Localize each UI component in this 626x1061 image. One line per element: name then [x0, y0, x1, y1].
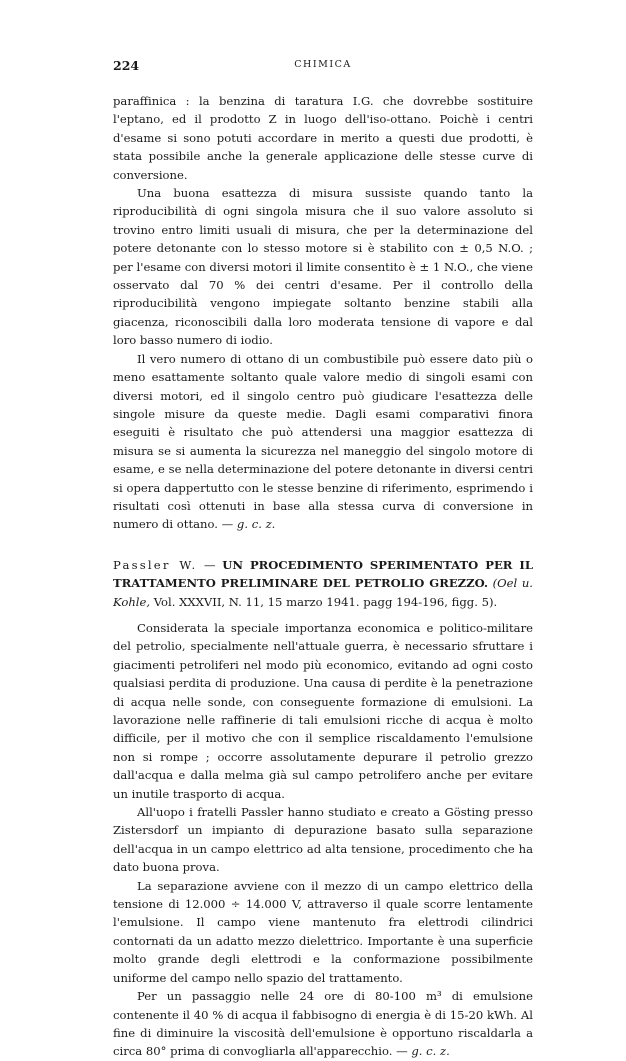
page-number: 224 — [113, 58, 140, 73]
paragraph-text: Per un passaggio nelle 24 ore di 80-100 m³ di emulsione contenente il 40 % di acqua il fabbisogno di energia è di 15-20 kWh. Al fine di diminuire la viscosità dell'emulsione è opportuno riscaldarla a circa 80° prima di convogliarla all'apparecchio. — — [113, 989, 533, 1059]
paragraph-text: Il vero numero di ottano di un combustibile può essere dato più o meno esattamente soltanto quale valore medio di singoli esami con diversi motori, ed il singolo centro può giudicare l'esattezza delle singole misure da queste medie. Dagli esami comparativi finora eseguiti è risultato che può attendersi una maggior esattezza di misura se si aumenta la sicurezza nel maneggio del singolo motore di esame, e se nella determinazione del potere detonante in diversi centri si opera dappertutto con le stesse benzine di riferimento, esprimendo i risultati così ottenuti in base alla stessa curva di conversione in numero di ottano. — — [113, 351, 533, 532]
heading-dash: — — [197, 557, 223, 572]
page-body — [113, 92, 533, 1061]
journal-name: (Oel u. Kohle, — [113, 576, 533, 609]
paragraph: Una buona esattezza di misura sussiste quando tanto la riproducibilità di ogni singola misura che il suo valore assoluto si trovino entro limiti usuali di misura, che per la determinazione del potere detonante con lo stesso motore si è stabilito con ± 0,5 N.O. ; per l'esame con diversi motori il limite consentito è ± 1 N.O., che viene osservato dal 70 % dei centri d'esame. Per il controllo della riproducibilità vengono impiegate soltanto benzine stabili alla giacenza, riconoscibili dalla loro moderata tensione di vapore e dal loro basso numero di iodio. — [113, 186, 533, 348]
paragraph — [113, 350, 533, 534]
paragraph: paraffinica : la benzina di taratura I.G. che dovrebbe sostituire l'eptano, ed il prodotto Z in luogo dell'iso-ottano. Poichè i centri d'esame si sono potuti accordare in merito a questi due prodotti, è stata possibile anche la generale applicazione delle stesse curve di conversione. — [113, 94, 533, 182]
running-title: CHIMICA — [294, 59, 352, 70]
article-heading — [113, 556, 533, 611]
paragraph: All'uopo i fratelli Passler hanno studiato e creato a Gösting presso Zistersdorf un impianto di depurazione basato sulla separazione dell'acqua in un campo elettrico ad alta tensione, procedimento che ha dato buona prova. — [113, 805, 533, 875]
article-citation: Vol. XXXVII, N. 11, 15 marzo 1941. pagg 194-196, figg. 5). — [150, 594, 498, 609]
article-title: UN PROCEDIMENTO SPERIMENTATO PER IL TRATTAMENTO PRELIMINARE DEL PETROLIO GREZZO. — [113, 557, 533, 591]
paragraph: Considerata la speciale importanza economica e politico-militare del petrolio, specialmente nell'attuale guerra, è necessario sfruttare i giacimenti petroliferi nel modo più economico, evitando ad ogni costo qualsiasi perdita di produzione. Una causa di perdite è la penetrazione di acqua nelle sonde, con conseguente formazione di emulsioni. La lavorazione nelle raffinerie di tali emulsioni ricche di acqua è molto difficile, per il motivo che con il semplice riscaldamento l'emulsione non si rompe ; occorre assolutamente depurare il petrolio grezzo dall'acqua e dalla melma già sul campo petrolifero anche per evitare un inutile trasporto di acqua. — [113, 620, 533, 801]
signature-initials: g. c. z. — [236, 517, 276, 532]
page-header — [113, 58, 533, 74]
signature-initials: g. c. z. — [411, 1044, 450, 1059]
paragraph — [113, 987, 533, 1061]
paragraph: La separazione avviene con il mezzo di un campo elettrico della tensione di 12.000 ÷ 14.000 V, attraverso il quale scorre lentamente l'emulsione. Il campo viene mantenuto fra elettrodi cilindrici contornati da un adatto mezzo dielettrico. Importante è una superficie molto grande degli elettrodi e la conformazione possibilmente uniforme del campo nello spazio del trattamento. — [113, 878, 533, 985]
article-author: Passler W. — [113, 557, 198, 572]
